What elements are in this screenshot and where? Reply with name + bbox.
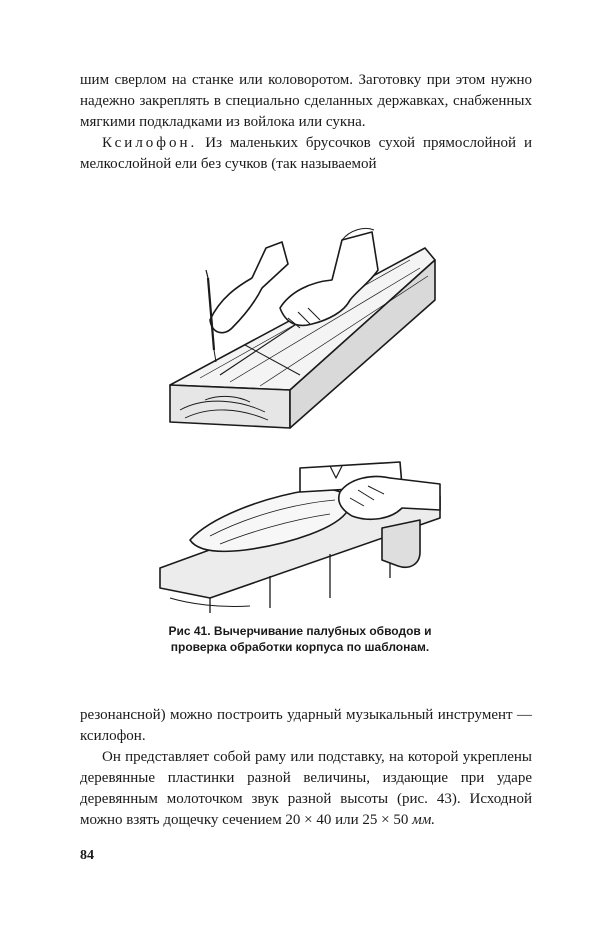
xylophone-term: Ксилофон. [102,135,198,151]
continued-paragraph: шим сверлом на станке или коловоротом. Заготовку при этом нужно надежно закреплять в специально сделанных державках, снабженных мягкими подкладками из войлока или сукна. [80,72,532,130]
top-text-block [80,70,532,175]
resonance-paragraph: резонансной) можно построить ударный музыкальный инструмент — ксилофон. [80,707,532,744]
figure-marking-block [150,200,450,440]
figure-checking-hull [150,448,450,616]
unit-label: мм. [412,812,436,828]
caption-text: Вычерчивание палубных обводов и проверка обработки корпуса по шаблонам. [170,624,432,654]
hands-marking-wood-block-illustration [150,200,450,440]
frame-paragraph [80,747,532,831]
bottom-text-block [80,705,532,831]
frame-text: Он представляет собой раму или подставку, на которой укреплены деревянные пластинки разной величины, издающие при ударе деревянным молоточком звук разной высоты (рис. 43). Исходной можно взять дощечку сечением 20 × 40 или 25 × 50 [80,749,532,828]
figure-caption [150,623,450,655]
xylophone-intro: Из маленьких брусочков сухой прямослойной и мелкослойной ели без сучков (так называемой [80,135,532,172]
caption-label: Рис 41. [168,624,211,638]
page-number: 84 [80,848,94,863]
xylophone-paragraph [80,133,532,175]
hands-checking-hull-template-illustration [150,448,450,616]
